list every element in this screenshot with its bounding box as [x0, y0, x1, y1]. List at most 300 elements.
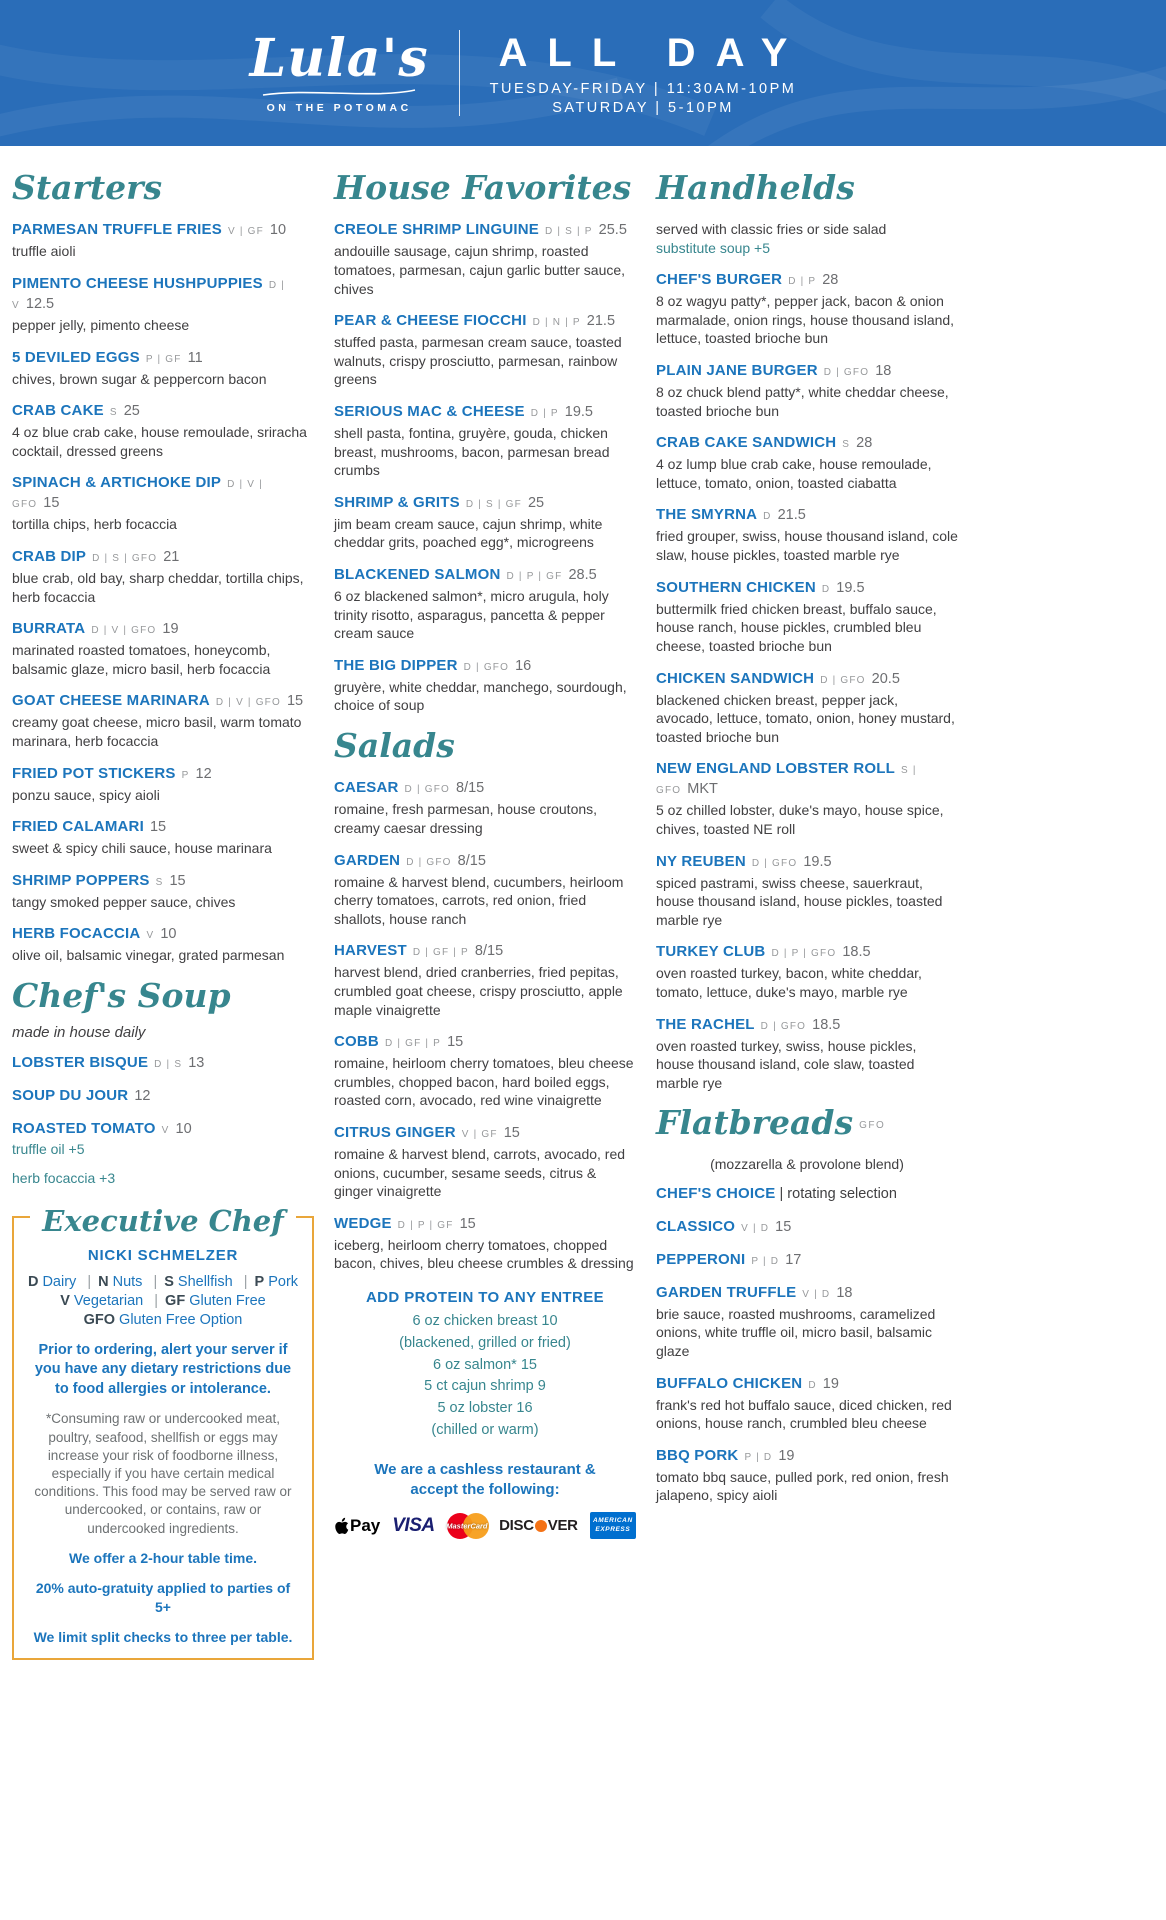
item-dietary-tags: D | GFO — [406, 856, 452, 868]
menu-item — [656, 578, 958, 656]
item-price: 16 — [515, 657, 532, 674]
executive-chef-box — [12, 1204, 314, 1660]
item-name: THE BIG DIPPER — [334, 656, 458, 674]
item-dietary-tags: D | S — [154, 1059, 183, 1071]
flatbreads-items — [656, 1184, 958, 1505]
menu-item — [656, 1374, 958, 1433]
menu-body — [0, 146, 1166, 1700]
flatbreads-title-text: Flatbreads — [656, 1103, 854, 1143]
item-name: HERB FOCACCIA — [12, 925, 141, 943]
menu-item — [334, 311, 636, 389]
menu-item — [334, 220, 636, 298]
item-header — [334, 1214, 636, 1234]
menu-item — [656, 270, 958, 348]
legend-label: Dairy — [42, 1273, 77, 1290]
item-dietary-tags: D | S | P — [544, 226, 593, 238]
item-description: 4 oz blue crab cake, house remoulade, sriracha cocktail, dressed greens — [12, 424, 307, 459]
legend-key: D — [27, 1273, 39, 1290]
menu-item — [334, 1032, 636, 1110]
item-name: FRIED CALAMARI — [12, 818, 144, 836]
legend-key: N — [98, 1273, 109, 1290]
item-name: SOUP DU JOUR — [12, 1087, 129, 1105]
legend-pair — [28, 1274, 76, 1290]
menu-item — [12, 220, 314, 261]
house-favorites-title: House Favorites — [334, 168, 632, 207]
executive-chef-title: Executive Chef — [30, 1205, 296, 1238]
restaurant-logo — [249, 27, 429, 114]
item-price: 28 — [856, 435, 873, 452]
item-price: 8/15 — [456, 780, 485, 797]
item-dietary-tags: D | GF | P — [412, 947, 469, 959]
legend-key: V — [60, 1292, 70, 1309]
item-description: oven roasted turkey, bacon, white cheddar, tomato, lettuce, duke's mayo, marble rye — [656, 965, 922, 1000]
item-header — [656, 942, 958, 962]
item-price: 15 — [459, 1215, 476, 1232]
item-price: 15 — [286, 693, 304, 710]
item-description: frank's red hot buffalo sauce, diced chicken, red onions, house ranch, crumbled bleu cheese — [656, 1396, 952, 1432]
menu-item — [334, 402, 636, 480]
legend-pair — [147, 1293, 266, 1309]
item-header — [334, 851, 636, 871]
item-price: 19.5 — [803, 853, 832, 870]
item-dietary-tags: D | P — [530, 407, 559, 419]
apple-pay-label: Pay — [350, 1515, 381, 1535]
item-header — [656, 270, 958, 290]
item-name: BUFFALO CHICKEN — [656, 1374, 803, 1392]
item-description: buttermilk fried chicken breast, buffalo sauce, house ranch, house pickles, crumbled bleu cheese, toasted brioche bun — [656, 600, 937, 654]
menu-item — [656, 1217, 958, 1237]
section-handhelds — [656, 170, 958, 1092]
item-description: romaine, fresh parmesan, house croutons, creamy caesar dressing — [334, 801, 598, 836]
legend-label: Pork — [268, 1273, 299, 1290]
item-description: fried grouper, swiss, house thousand island, cole slaw, house pickles, toasted marble rye — [656, 528, 958, 564]
item-header — [656, 361, 958, 381]
item-description: chives, brown sugar & peppercorn bacon — [12, 370, 267, 387]
item-price: 18 — [875, 363, 892, 380]
item-name: CLASSICO — [656, 1217, 736, 1235]
item-header — [334, 656, 636, 676]
item-description: andouille sausage, cajun shrimp, roasted tomatoes, parmesan, cajun garlic butter sauce, chives — [334, 243, 626, 297]
item-name: COBB — [334, 1033, 379, 1051]
payment-icons-row — [334, 1512, 636, 1539]
item-header — [656, 1374, 958, 1394]
menu-item — [12, 473, 314, 534]
header-divider — [459, 30, 460, 116]
menu-item — [334, 778, 636, 837]
item-name: CHEF'S BURGER — [656, 271, 783, 289]
protein-line: (blackened, grilled or fried) — [399, 1334, 571, 1351]
menu-item — [656, 1283, 958, 1361]
flatbreads-note: (mozzarella & provolone blend) — [710, 1155, 904, 1172]
item-name: HARVEST — [334, 942, 407, 960]
item-name: PARMESAN TRUFFLE FRIES — [12, 221, 222, 239]
legend-pair — [60, 1293, 143, 1309]
menu-item — [12, 619, 314, 678]
legend-pair — [237, 1274, 298, 1290]
item-price: 10 — [160, 926, 177, 943]
item-dietary-tags: V | D — [802, 1288, 831, 1300]
item-price: 10 — [269, 222, 287, 239]
legend-label: Vegetarian — [73, 1292, 144, 1309]
item-description: sweet & spicy chili sauce, house marinara — [12, 840, 272, 857]
item-dietary-tags: D | V | GFO — [12, 479, 263, 511]
menu-item — [12, 1086, 314, 1106]
salads-title: Salads — [334, 726, 455, 766]
item-dietary-tags: P | D — [744, 1451, 773, 1463]
item-header — [12, 1119, 314, 1139]
item-description: tomato bbq sauce, pulled pork, red onion, fresh jalapeno, spicy aioli — [656, 1468, 949, 1504]
section-salads — [334, 728, 636, 1273]
item-header — [656, 759, 958, 799]
item-dietary-tags: D | P | GF — [506, 571, 563, 582]
item-name: SHRIMP & GRITS — [334, 493, 460, 511]
menu-item — [12, 691, 314, 750]
item-dietary-tags: P | D — [751, 1255, 780, 1267]
item-name: GOAT CHEESE MARINARA — [12, 692, 210, 710]
item-description: creamy goat cheese, micro basil, warm tomato marinara, herb focaccia — [12, 714, 302, 749]
add-protein-lines — [334, 1311, 636, 1442]
item-description: shell pasta, fontina, gruyère, gouda, chicken breast, mushrooms, bacon, parmesan bread crumbs — [334, 424, 610, 479]
item-dietary-tags: D | P | GFO — [771, 948, 837, 960]
item-dietary-tags: D | S | GFO — [92, 552, 158, 564]
item-price: 19 — [778, 1447, 795, 1464]
item-header — [12, 547, 314, 567]
legend-label: Gluten Free — [189, 1292, 266, 1309]
item-dietary-tags: D | GF | P — [384, 1038, 442, 1050]
item-price: MKT — [687, 781, 718, 798]
item-header — [12, 871, 314, 891]
item-dietary-tags: D | GFO — [760, 1020, 807, 1032]
item-description: romaine & harvest blend, carrots, avocado, red onions, cucumber, sesame seeds, citrus & ginger vinaigrette — [334, 1146, 626, 1200]
item-header — [334, 220, 636, 240]
menu-item — [12, 547, 314, 606]
item-name: BBQ PORK — [656, 1446, 739, 1464]
menu-item — [334, 851, 636, 929]
amex-label-line-2: EXPRESS — [595, 1525, 631, 1533]
apple-logo-icon — [334, 1517, 349, 1535]
item-price: 12 — [195, 765, 212, 782]
item-header — [656, 1283, 958, 1303]
menu-item — [656, 852, 958, 930]
item-price: 8/15 — [457, 852, 486, 869]
legend-pair — [146, 1274, 232, 1290]
add-protein-title: ADD PROTEIN TO ANY ENTREE — [365, 1289, 605, 1307]
item-header — [12, 1086, 314, 1106]
protein-line: (chilled or warm) — [431, 1421, 539, 1438]
legend-label: Nuts — [112, 1273, 143, 1290]
item-price: 15 — [149, 819, 167, 836]
legend-row — [27, 1293, 299, 1309]
item-name: SHRIMP POPPERS — [12, 871, 150, 889]
flatbreads-title-tag: GFO — [859, 1119, 886, 1131]
item-dietary-tags: V | GF — [227, 226, 264, 238]
consumption-disclaimer: *Consuming raw or undercooked meat, poultry, seafood, shellfish or eggs may increase your risk of foodborne illness, especially if you have certain medical conditions. This food may be served raw or undercooked, or contains, raw or undercooked ingredients. — [34, 1411, 292, 1536]
item-dietary-tags: D | GFO — [404, 784, 450, 796]
menu-item — [656, 433, 958, 492]
item-name: CRAB DIP — [12, 547, 87, 565]
item-name: PIMENTO CHEESE HUSHPUPPIES — [12, 274, 263, 292]
menu-item — [656, 759, 958, 838]
item-dietary-tags: D | V — [12, 279, 286, 311]
menu-item — [656, 942, 958, 1001]
item-dietary-tags: P | GF — [145, 353, 182, 365]
item-price: 12 — [134, 1088, 151, 1105]
legend-key: GFO — [83, 1311, 116, 1328]
item-name: THE SMYRNA — [656, 506, 758, 524]
item-name: PLAIN JANE BURGER — [656, 362, 818, 380]
legend-key: P — [254, 1273, 265, 1290]
header-title-block — [489, 30, 808, 116]
item-name: NY REUBEN — [656, 852, 746, 870]
item-price: 19 — [822, 1375, 839, 1392]
menu-item — [12, 924, 314, 965]
item-description: 8 oz wagyu patty*, pepper jack, bacon & onion marmalade, onion rings, house thousand island, lettuce, toasted brioche bun — [656, 293, 955, 347]
item-description: stuffed pasta, parmesan cream sauce, toasted walnuts, crispy prosciutto, parmesan, rainbow greens — [334, 334, 622, 388]
item-name: CAESAR — [334, 779, 399, 797]
item-description: tangy smoked pepper sauce, chives — [12, 893, 236, 910]
menu-title: ALL DAY — [498, 30, 808, 75]
chefs-soup-subtitle: made in house daily — [12, 1024, 146, 1042]
section-flatbreads — [656, 1105, 958, 1505]
item-header — [656, 433, 958, 453]
menu-item — [334, 656, 636, 715]
cashless-heading-line-2: accept the following: — [410, 1480, 560, 1498]
item-price: 15 — [43, 495, 60, 512]
item-name: ROASTED TOMATO — [12, 1120, 156, 1138]
item-name: BURRATA — [12, 620, 86, 638]
house-favorites-items — [334, 220, 636, 715]
item-description: marinated roasted tomatoes, honeycomb, balsamic glaze, micro basil, herb focaccia — [12, 642, 271, 677]
item-name: GARDEN TRUFFLE — [656, 1283, 797, 1301]
item-header — [12, 274, 314, 314]
item-header — [656, 852, 958, 872]
cashless-heading-line-1: We are a cashless restaurant & — [374, 1460, 596, 1478]
item-description: 4 oz lump blue crab cake, house remoulade, lettuce, tomato, onion, toasted ciabatta — [656, 456, 932, 491]
item-description: brie sauce, roasted mushrooms, caramelized onions, white truffle oil, micro basil, balsamic glaze — [656, 1305, 936, 1359]
item-price: 17 — [785, 1251, 802, 1268]
section-house-favorites — [334, 170, 636, 715]
item-dietary-tags: D | V | GFO — [91, 625, 157, 637]
policy-line: We offer a 2-hour table time. — [69, 1549, 257, 1566]
legend-row — [27, 1312, 299, 1328]
legend-pair — [80, 1274, 142, 1290]
discover-label-left: DISC — [499, 1517, 534, 1535]
item-price: 18 — [836, 1284, 853, 1301]
amex-label-line-1: AMERICAN — [592, 1517, 633, 1525]
item-dietary-tags: D | GFO — [751, 857, 798, 869]
menu-item — [656, 1446, 958, 1505]
handhelds-intro: served with classic fries or side salad — [656, 221, 887, 238]
item-dietary-tags: S — [155, 876, 164, 888]
item-name: CHEF'S CHOICE — [656, 1184, 776, 1202]
item-header — [12, 473, 314, 513]
item-header — [334, 1032, 636, 1052]
column-center — [334, 162, 636, 1539]
item-dietary-tags: D | GFO — [823, 367, 870, 379]
menu-item — [656, 505, 958, 564]
apple-pay-icon — [334, 1516, 380, 1536]
header-banner — [0, 0, 1166, 146]
legend-pair — [84, 1312, 243, 1328]
logo-script-text: Lula's — [249, 27, 429, 89]
item-name: NEW ENGLAND LOBSTER ROLL — [656, 760, 895, 778]
allergy-alert: Prior to ordering, alert your server if you have any dietary restrictions due to food allergies or intolerance. — [34, 1341, 292, 1397]
discover-label-right: VER — [547, 1517, 578, 1535]
menu-item — [656, 361, 958, 420]
item-header — [656, 1015, 958, 1035]
item-dietary-tags: P — [181, 769, 190, 781]
item-header — [12, 619, 314, 639]
handhelds-title: Handhelds — [656, 168, 855, 207]
item-header — [12, 1053, 314, 1073]
item-header — [12, 924, 314, 944]
header-content — [0, 0, 1106, 146]
logo-subtitle: ON THE POTOMAC — [266, 101, 412, 114]
section-chefs-soup — [12, 978, 314, 1186]
item-price: 15 — [503, 1125, 520, 1142]
item-dietary-tags: S | GFO — [656, 765, 917, 797]
item-header — [12, 348, 314, 368]
item-name: 5 DEVILED EGGS — [12, 348, 140, 366]
item-price: 15 — [169, 872, 186, 889]
item-dietary-tags: V — [146, 930, 155, 942]
policies — [27, 1549, 299, 1647]
item-description: 8 oz chuck blend patty*, white cheddar cheese, toasted brioche bun — [656, 384, 949, 419]
item-price: 19.5 — [836, 579, 865, 596]
item-header — [656, 505, 958, 525]
item-dietary-tags: D | P — [788, 276, 817, 288]
chef-name: NICKI SCHMELZER — [87, 1246, 239, 1264]
policy-line: We limit split checks to three per table. — [33, 1628, 293, 1645]
item-name: FRIED POT STICKERS — [12, 764, 176, 782]
item-description: romaine & harvest blend, cucumbers, heirloom cherry tomatoes, carrots, red onion, fried shallots, house ranch — [334, 873, 624, 927]
protein-line: 5 oz lobster 16 — [437, 1400, 533, 1417]
item-name: SERIOUS MAC & CHEESE — [334, 402, 525, 420]
handhelds-intro-note: substitute soup +5 — [656, 240, 771, 257]
legend-label: Shellfish — [177, 1273, 233, 1290]
item-header — [656, 1217, 958, 1237]
item-description: spiced pastrami, swiss cheese, sauerkraut, house thousand island, house pickles, toasted marble rye — [656, 874, 943, 928]
menu-item — [334, 565, 636, 643]
add-protein-block — [334, 1289, 636, 1442]
legend-label: Gluten Free Option — [119, 1311, 243, 1328]
item-description: blackened chicken breast, pepper jack, avocado, lettuce, tomato, onion, honey mustard, toasted brioche bun — [656, 691, 955, 745]
column-right — [656, 162, 958, 1518]
item-description: jim beam cream sauce, cajun shrimp, white cheddar grits, poached egg*, microgreens — [334, 515, 603, 551]
item-price: 19 — [162, 621, 179, 638]
item-description: ponzu sauce, spicy aioli — [12, 786, 160, 803]
item-description: harvest blend, dried cranberries, fried pepitas, crumbled goat cheese, crispy prosciutto, apple maple vinaigrette — [334, 964, 623, 1018]
discover-orange-dot — [535, 1520, 547, 1532]
item-header — [12, 764, 314, 784]
item-dietary-tags: D | S | GF — [465, 498, 522, 510]
menu-item — [12, 764, 314, 805]
menu-item — [12, 274, 314, 335]
item-header — [656, 1446, 958, 1466]
item-description: tortilla chips, herb focaccia — [12, 516, 177, 533]
item-price: 11 — [187, 349, 203, 366]
item-header — [12, 817, 314, 837]
item-name: CREOLE SHRIMP LINGUINE — [334, 221, 539, 239]
chefs-soup-items — [12, 1053, 314, 1157]
item-name: GARDEN — [334, 851, 401, 869]
item-price: 21.5 — [586, 313, 616, 330]
item-dietary-tags: D | V | GFO — [215, 697, 281, 709]
hours-line-1: TUESDAY-FRIDAY | 11:30AM-10PM — [489, 80, 797, 97]
item-price: 21.5 — [777, 507, 806, 524]
starters-title: Starters — [12, 168, 163, 207]
item-dietary-tags: D — [808, 1379, 817, 1391]
item-header — [12, 691, 314, 711]
legend-row — [27, 1274, 299, 1290]
chefs-soup-title: Chef's Soup — [12, 976, 231, 1016]
item-dietary-tags: D | GFO — [463, 661, 510, 673]
menu-item — [12, 1119, 314, 1157]
item-header — [334, 941, 636, 961]
item-name: CRAB CAKE SANDWICH — [656, 434, 837, 452]
item-description: olive oil, balsamic vinegar, grated parmesan — [12, 947, 285, 964]
menu-item — [334, 941, 636, 1019]
protein-line: 6 oz salmon* 15 — [433, 1356, 537, 1373]
menu-item — [656, 1184, 958, 1204]
item-price: 10 — [175, 1121, 192, 1138]
item-name: THE RACHEL — [656, 1015, 755, 1033]
item-name: LOBSTER BISQUE — [12, 1054, 149, 1072]
item-name: SOUTHERN CHICKEN — [656, 578, 816, 596]
item-dietary-tags: D — [821, 583, 831, 595]
item-dietary-tags: D | P | GF — [397, 1219, 454, 1231]
item-dietary-tags: V | GF — [461, 1129, 498, 1141]
item-price: 15 — [775, 1218, 792, 1235]
item-dietary-tags: S — [109, 407, 118, 419]
item-note: truffle oil +5 — [12, 1141, 85, 1158]
policy-line: 20% auto-gratuity applied to parties of 5+ — [35, 1579, 291, 1615]
mastercard-icon — [447, 1513, 488, 1539]
item-header — [656, 1250, 958, 1270]
item-description: oven roasted turkey, swiss, house pickles, house thousand island, cole slaw, toasted marble rye — [656, 1037, 917, 1091]
hours-line-2: SATURDAY | 5-10PM — [552, 99, 734, 116]
item-price: 8/15 — [474, 943, 504, 960]
item-name: CHICKEN SANDWICH — [656, 669, 815, 687]
column-left — [12, 162, 314, 1660]
item-name: CRAB CAKE — [12, 402, 104, 420]
dietary-legend — [27, 1274, 299, 1328]
flatbreads-title — [656, 1105, 958, 1141]
item-dietary-tags: V — [161, 1125, 170, 1137]
item-header — [656, 669, 958, 689]
item-header — [334, 778, 636, 798]
protein-line: 6 oz chicken breast 10 — [412, 1313, 558, 1330]
menu-item — [12, 348, 314, 389]
item-description: iceberg, heirloom cherry tomatoes, chopped bacon, chives, bleu cheese crumbles & dressing — [334, 1236, 634, 1272]
item-price: 13 — [188, 1055, 205, 1072]
item-header — [334, 402, 636, 422]
item-price: 21 — [163, 548, 180, 565]
item-header — [12, 220, 314, 240]
item-header — [656, 578, 958, 598]
chefs-soup-footnote: herb focaccia +3 — [12, 1170, 116, 1187]
item-dietary-tags: V | D — [741, 1222, 770, 1234]
item-name: TURKEY CLUB — [656, 943, 766, 961]
menu-item — [12, 401, 314, 460]
menu-item — [334, 1123, 636, 1201]
item-name: SPINACH & ARTICHOKE DIP — [12, 474, 222, 492]
item-dietary-tags: D — [763, 511, 772, 523]
item-name: BLACKENED SALMON — [334, 566, 501, 583]
item-dietary-tags: D | N | P — [532, 317, 581, 329]
item-price: 19.5 — [564, 403, 593, 420]
menu-item — [12, 871, 314, 912]
